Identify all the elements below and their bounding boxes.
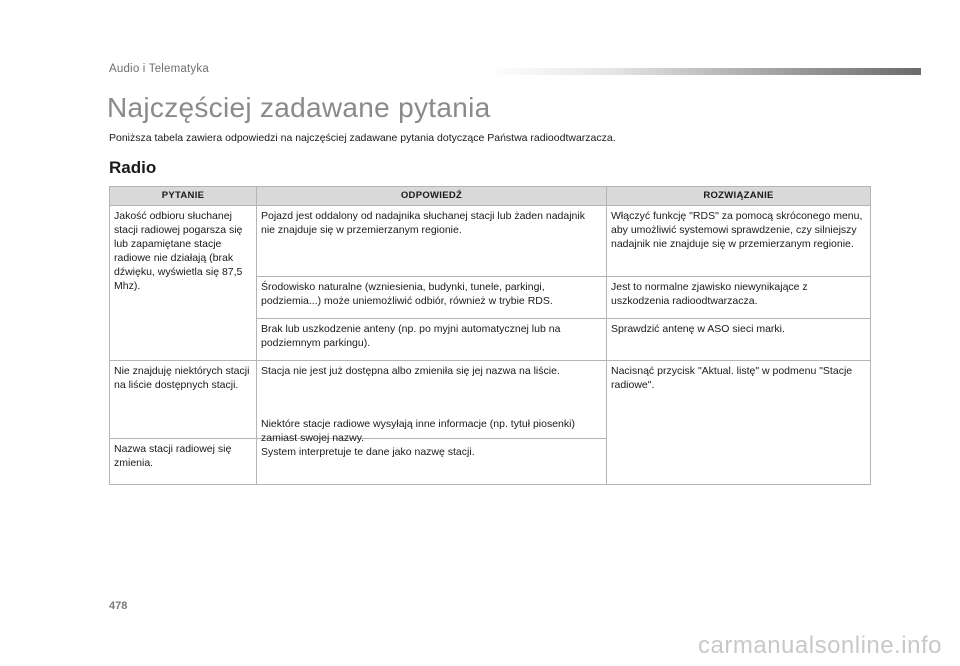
solution-cell: Nacisnąć przycisk "Aktual. listę" w podmenu "Stacje radiowe". <box>607 361 871 485</box>
page-number: 478 <box>109 600 128 612</box>
answer-cell: Brak lub uszkodzenie anteny (np. po myjni automatycznej lub na podziemnym parkingu). <box>257 319 607 361</box>
header-rule <box>486 68 921 75</box>
table-row <box>110 206 871 277</box>
section-label: Audio i Telematyka <box>109 63 209 75</box>
intro-text: Poniższa tabela zawiera odpowiedzi na najczęściej zadawane pytania dotyczące Państwa radioodtwarzacza. <box>109 132 616 144</box>
section-heading: Radio <box>109 158 157 177</box>
table-header-row <box>110 187 871 206</box>
page-title: Najczęściej zadawane pytania <box>107 92 491 123</box>
column-header-answer: ODPOWIEDŹ <box>257 187 607 206</box>
watermark: carmanualsonline.info <box>698 632 942 659</box>
question-cell: Nie znajduję niektórych stacji na liście dostępnych stacji. <box>110 361 257 439</box>
answer-cell: Środowisko naturalne (wzniesienia, budynki, tunele, parkingi, podziemia...) może uniemożliwić odbiór, również w trybie RDS. <box>257 277 607 319</box>
question-cell: Jakość odbioru słuchanej stacji radiowej pogarsza się lub zapamiętane stacje radiowe nie działają (brak dźwięku, wyświetla się 87,5 Mhz). <box>110 206 257 361</box>
answer-cell: Pojazd jest oddalony od nadajnika słuchanej stacji lub żaden nadajnik nie znajduje się w przemierzanym regionie. <box>257 206 607 277</box>
question-cell: Nazwa stacji radiowej się zmienia. <box>110 439 257 485</box>
answer-cell: Stacja nie jest już dostępna albo zmieniła się jej nazwa na liście. <box>257 361 607 439</box>
faq-table <box>109 186 871 485</box>
solution-cell: Włączyć funkcję "RDS" za pomocą skróconego menu, aby umożliwić systemowi sprawdzenie, czy silniejszy nadajnik nie znajduje się w przemierzanym regionie. <box>607 206 871 277</box>
column-header-solution: ROZWIĄZANIE <box>607 187 871 206</box>
answer-cell: Niektóre stacje radiowe wysyłają inne informacje (np. tytuł piosenki) zamiast swojej nazwy. System interpretuje te dane jako nazwę stacji. <box>257 417 607 463</box>
column-header-question: PYTANIE <box>110 187 257 206</box>
solution-cell: Sprawdzić antenę w ASO sieci marki. <box>607 319 871 361</box>
solution-cell: Jest to normalne zjawisko niewynikające z uszkodzenia radioodtwarzacza. <box>607 277 871 319</box>
